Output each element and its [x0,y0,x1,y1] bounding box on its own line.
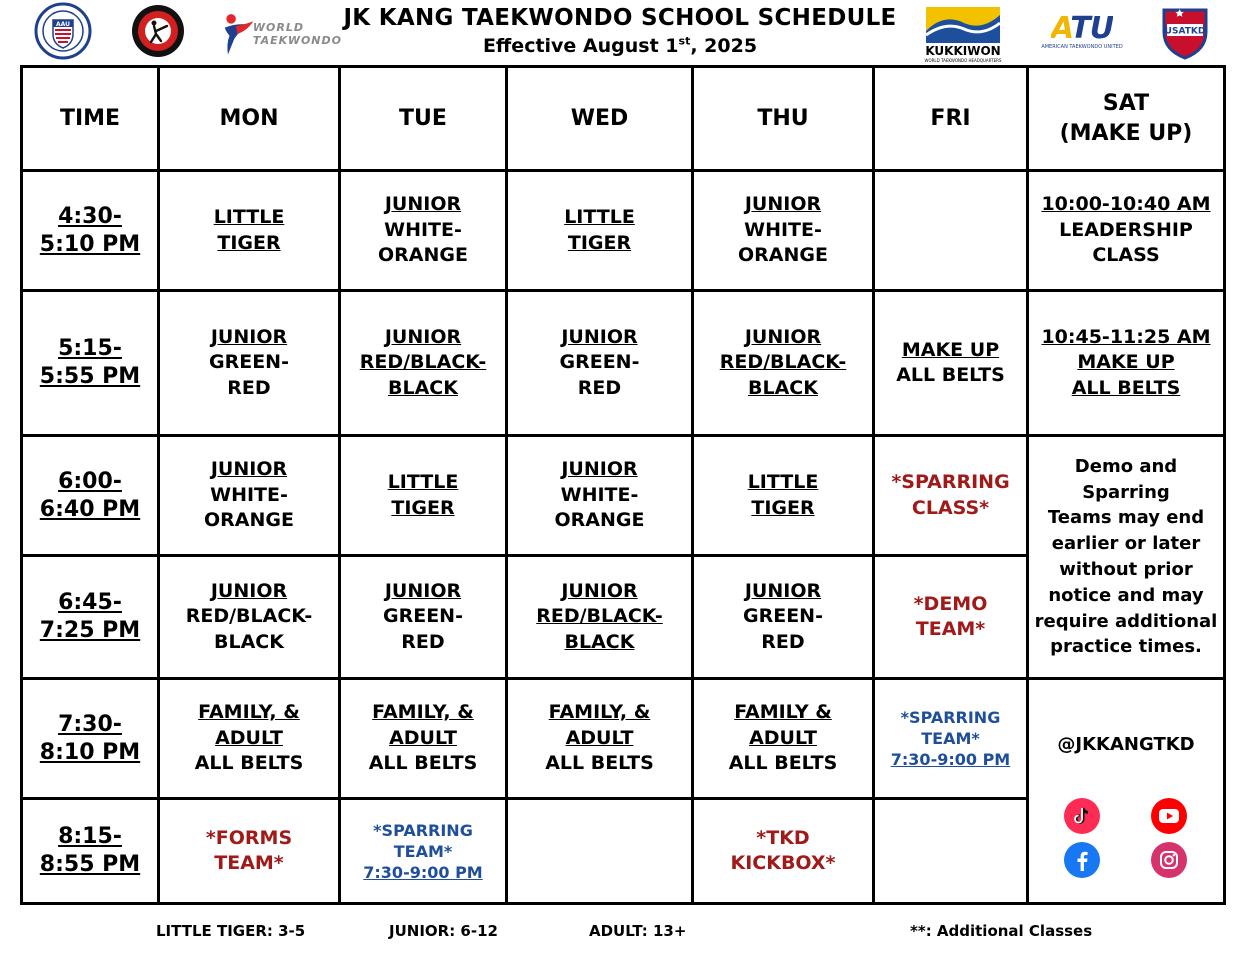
subtitle-suffix: , 2025 [690,35,758,57]
time-start: 7:30- [58,711,122,737]
class-cell: LITTLE TIGER [213,206,285,254]
class-cell: FAMILY, & ADULT ALL BELTS [368,701,478,775]
time-end: 5:55 PM [39,364,141,389]
class-cell: *SPARRING CLASS* [891,471,1010,519]
column-header-thu: THU [757,105,809,131]
time-end: 8:55 PM [39,852,141,877]
column-header-sat [1029,68,1223,169]
instagram-icon[interactable] [1151,842,1187,878]
time-start: 5:15- [58,336,122,361]
time-end: 5:10 PM [39,231,141,257]
legend-adult: ADULT: 13+ [589,922,687,940]
tiktok-icon[interactable] [1064,798,1100,834]
subtitle-prefix: Effective August 1 [482,35,679,57]
class-cell: JUNIOR RED/BLACK- BLACK [359,325,487,399]
sat-note: Demo and Sparring Teams may end earlier or later without prior notice and may require additional practice times. [1034,455,1218,658]
time-end: 7:25 PM [39,618,141,643]
column-header-mon: MON [219,105,279,131]
class-cell: LITTLE TIGER [747,471,819,519]
aau-taekwondo-seal-icon [34,2,92,60]
class-cell: JUNIOR RED/BLACK- BLACK [719,325,847,399]
class-cell: JUNIOR WHITE- ORANGE [738,193,828,267]
time-slot [23,292,157,434]
sat-header-line1: SAT [1102,90,1150,116]
page-subtitle [340,33,900,59]
atu-name: ATU [1050,11,1114,46]
legend-little-tiger: LITTLE TIGER: 3-5 [156,922,306,940]
page-title: JK KANG TAEKWONDO SCHOOL SCHEDULE [343,5,897,31]
class-cell: *SPARRING TEAM* 7:30-9:00 PM [363,820,483,882]
class-cell: JUNIOR WHITE- ORANGE [378,193,468,267]
class-cell: LITTLE TIGER [564,206,635,254]
atu-logo [1040,12,1124,52]
kicking-figure-emblem-icon [131,4,185,58]
class-cell: MAKE UP ALL BELTS [896,338,1005,386]
sat-social-cell [1029,680,1223,902]
usatkd-name: USATKD [1164,26,1206,37]
class-cell: FAMILY, & ADULT ALL BELTS [545,701,654,775]
atu-tagline: AMERICAN TAEKWONDO UNITED [1041,44,1123,50]
column-header-tue: TUE [399,105,447,131]
social-handle: @JKKANGTKD [1057,734,1195,755]
legend-junior: JUNIOR: 6-12 [389,922,498,940]
world-taekwondo-line1: WORLD [252,21,305,34]
sat-leadership-cell: 10:00-10:40 AM LEADERSHIP CLASS [1041,193,1211,267]
class-cell: JUNIOR GREEN- RED [209,325,289,399]
class-cell: JUNIOR WHITE- ORANGE [204,458,294,532]
facebook-icon[interactable] [1064,842,1100,878]
time-end: 8:10 PM [39,739,141,765]
aau-seal-label: AAU [56,21,70,28]
class-cell: JUNIOR RED/BLACK- BLACK [185,579,313,653]
schedule-table [20,65,1226,905]
column-header-fri: FRI [930,105,971,131]
class-cell: FAMILY, & ADULT ALL BELTS [194,701,304,775]
time-slot [23,800,157,902]
class-cell: JUNIOR GREEN- RED [559,325,640,399]
class-cell: JUNIOR RED/BLACK- BLACK [536,579,663,653]
time-start: 8:15- [58,824,122,849]
class-cell: *TKD KICKBOX* [730,826,836,874]
time-slot [23,680,157,797]
youtube-icon[interactable] [1151,798,1187,834]
time-slot [23,172,157,289]
subtitle-sup: st [678,34,691,48]
legend-additional-classes: **: Additional Classes [910,922,1093,940]
kukkiwon-tagline: WORLD TAEKWONDO HEADQUARTERS [924,58,1002,63]
class-cell: LITTLE TIGER [387,471,459,519]
age-legend [0,918,1240,946]
kukkiwon-name: KUKKIWON [925,44,1001,58]
class-cell: JUNIOR GREEN- RED [743,579,823,653]
time-start: 6:00- [58,468,122,494]
time-start: 4:30- [58,203,122,229]
kukkiwon-logo [922,4,1004,64]
time-slot [23,557,157,677]
class-cell: JUNIOR GREEN- RED [383,579,463,653]
class-cell: *DEMO TEAM* [913,592,988,640]
column-header-time: TIME [59,105,121,131]
class-cell: FAMILY & ADULT ALL BELTS [728,701,838,775]
class-cell: JUNIOR WHITE- ORANGE [554,458,645,532]
class-cell: *SPARRING TEAM* 7:30-9:00 PM [890,708,1011,769]
time-start: 6:45- [58,590,122,615]
sat-header-line2: (MAKE UP) [1059,120,1193,146]
usatkd-shield-icon [1156,2,1214,60]
time-slot [23,437,157,554]
world-taekwondo-logo [220,6,342,62]
column-header-wed: WED [570,105,629,131]
class-cell: *FORMS TEAM* [205,826,293,874]
world-taekwondo-line2: TAEKWONDO [252,34,342,47]
header [0,0,1240,66]
time-end: 6:40 PM [39,496,141,522]
sat-makeup-cell: 10:45-11:25 AM MAKE UP ALL BELTS [1041,325,1211,399]
